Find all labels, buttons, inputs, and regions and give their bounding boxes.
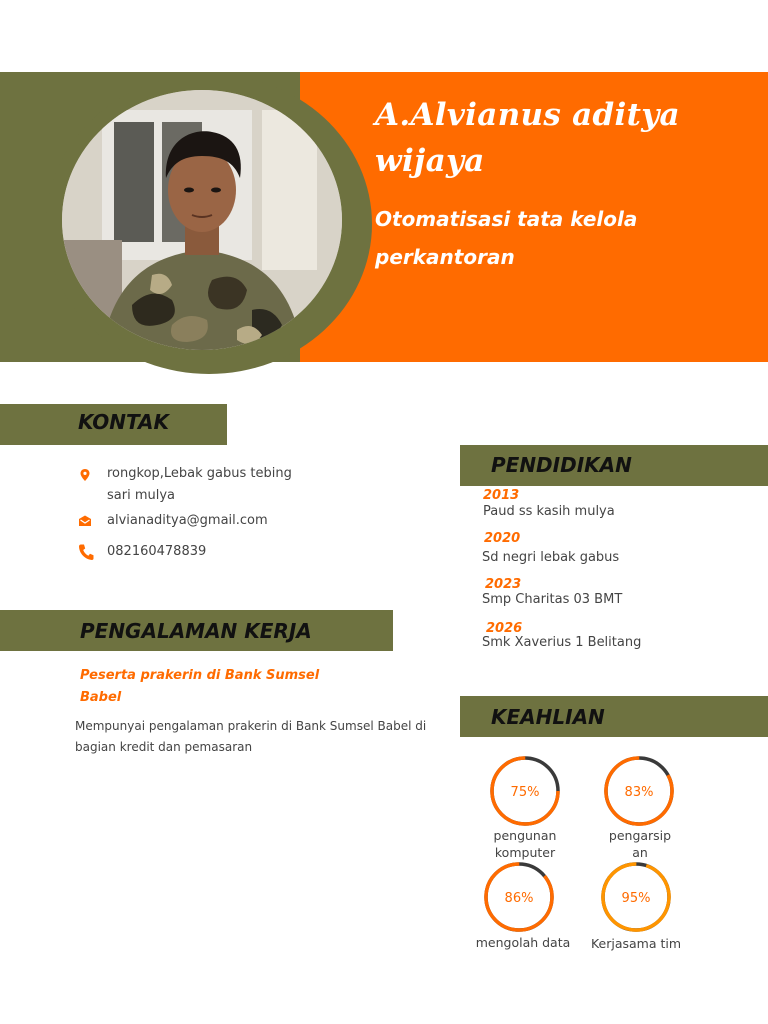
education-school: Paud ss kasih mulya	[483, 504, 615, 519]
person-name: A.Alvianus aditya wijaya	[375, 97, 680, 179]
education-year: 2023	[485, 577, 522, 592]
skill-label: Kerjasama tim	[590, 936, 682, 951]
email-address: alvianaditya@gmail.com	[107, 513, 268, 528]
person-role: Otomatisasi tata kelola perkantoran	[375, 207, 638, 269]
skills-title: KEAHLIAN	[491, 705, 605, 729]
education-school: Smk Xaverius 1 Belitang	[482, 635, 642, 650]
skill-label: pengunan komputer	[493, 828, 557, 860]
skill-ring	[482, 860, 556, 934]
skill-ring	[488, 754, 562, 828]
experience-description: Mempunyai pengalaman prakerin di Bank Sumsel Babel di bagian kredit dan pemasaran	[75, 719, 427, 754]
profile-photo	[62, 90, 342, 350]
skill-label: mengolah data	[475, 935, 571, 950]
skill-gauge	[488, 754, 562, 832]
education-year: 2020	[484, 531, 521, 546]
location-pin-icon	[78, 467, 92, 486]
skill-percent: 86%	[504, 891, 534, 906]
education-year: 2013	[483, 488, 520, 503]
email-icon	[78, 513, 92, 532]
address-line-1: rongkop,Lebak gabus tebing	[107, 466, 292, 481]
education-school: Sd negri lebak gabus	[482, 550, 620, 565]
skill-ring	[599, 860, 673, 934]
skill-gauge	[482, 860, 556, 938]
skill-gauge	[602, 754, 676, 832]
address-line-2: sari mulya	[107, 488, 176, 503]
skill-gauge	[599, 860, 673, 938]
experience-title: PENGALAMAN KERJA	[80, 619, 312, 643]
phone-icon	[78, 543, 94, 565]
skill-percent: 83%	[624, 785, 654, 800]
education-year: 2026	[486, 621, 523, 636]
phone-number: 082160478839	[107, 544, 207, 559]
skill-label: pengarsip an	[608, 828, 672, 860]
skill-ring	[602, 754, 676, 828]
education-school: Smp Charitas 03 BMT	[482, 592, 623, 607]
education-title: PENDIDIKAN	[491, 453, 632, 477]
skill-percent: 75%	[510, 785, 540, 800]
contact-title: KONTAK	[78, 410, 170, 434]
experience-position: Peserta prakerin di Bank Sumsel Babel	[80, 668, 320, 705]
skill-percent: 95%	[621, 891, 651, 906]
